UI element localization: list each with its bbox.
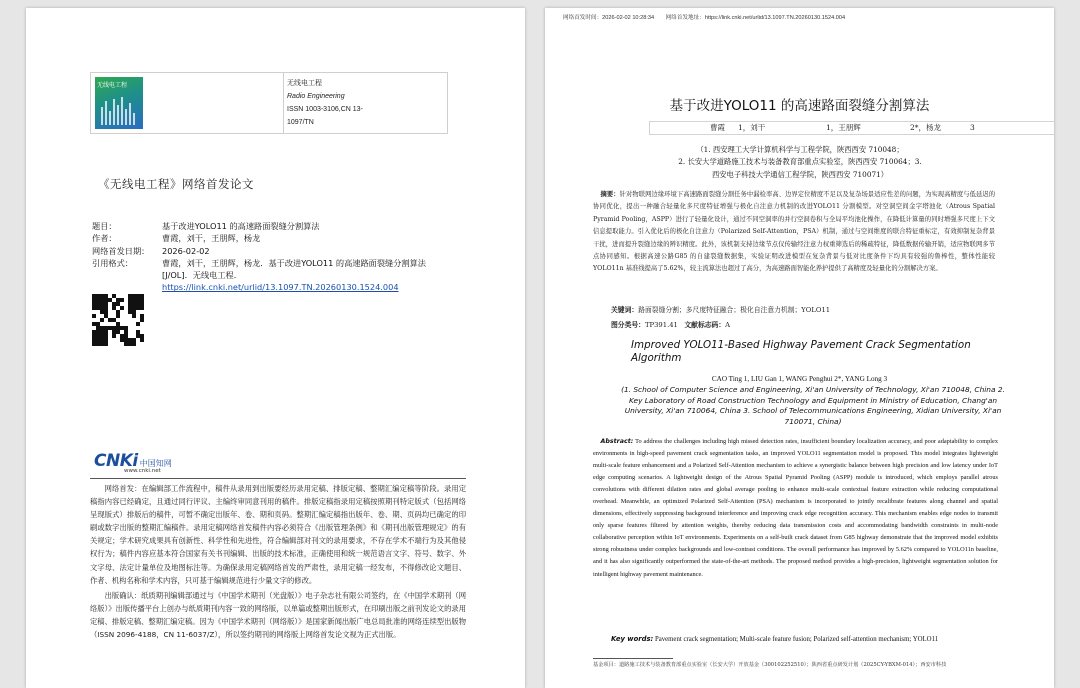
cite-value-line1: 曹霞，刘干，王朋辉，杨龙．基于改进YOLO11 的高速路面裂缝分割算法 xyxy=(162,257,426,268)
journal-info xyxy=(287,77,363,129)
keywords-en-label: Key words: xyxy=(611,635,654,643)
affiliation-line: （1. 西安理工大学计算机科学与工程学院，陕西西安 710048； xyxy=(696,145,904,154)
date-value: 2026-02-02 xyxy=(162,245,210,256)
cite-journal: [J/OL]．无线电工程． xyxy=(162,270,242,281)
author-value: 曹霞，刘干，王朋辉，杨龙 xyxy=(162,233,261,244)
notice-paragraph-2: 出版确认：纸质期刊编辑部通过与《中国学术期刊（光盘版）》电子杂志社有限公司签约，在《中国学术期刊（网络版）》出版传播平台上创办与纸质期刊内容一致的网络版，以单篇或整期出版形式，在印刷出版之前刊发论文的录用定稿、排版定稿、整期汇编定稿。因为《中国学术期刊（网络版）》是国家新闻出版广电总局批准的网络连续型出版物（ISSN 2096-4188，CN 11-6037/Z），所以签约期刊的网络版上网络首发论文视为正式出版。 xyxy=(90,590,466,640)
keywords-en xyxy=(611,635,938,643)
keywords-cn-label: 关键词： xyxy=(611,306,639,314)
classification-label: 图分类号： xyxy=(611,321,645,329)
document-code-label: 文献标志码： xyxy=(684,321,726,329)
author-1: 曹霞 xyxy=(710,123,725,132)
title-value: 基于改进YOLO11 的高速路面裂缝分割算法 xyxy=(162,221,320,231)
affiliations-cn xyxy=(635,144,965,181)
article-title: 基于改进YOLO11 的高速路面裂缝分割算法 xyxy=(669,98,930,114)
classification-number: TP391.41 xyxy=(644,321,678,329)
author-5: 3 xyxy=(970,123,975,132)
abstract-cn-text: 针对物联网边缘环境下高速路面裂缝分割任务中漏检率高、边界定位精度不足以及复杂场景适应性差的问题，为实现高精度与低延迟的协同优化，提出一种融合轻量化多尺度特征增强与极化自注意力机制的改进YOLO11 分割模型。对空洞空间金字塔池化（Atrous Spatial Pyramid Pooling，ASPP）进行了轻量化设计，通过不同空洞率的并行空洞卷积与全局平均池化操作，在降低计算量的同时增强多尺度上下文信息提取能力。引入优化后的极化自注意力（Polarized Self-Attention，PSA）机制，通过与空间维度的联合特征重标定，有效抑制复杂背景干扰，进而提升裂缝边缘的辨识精度。此外，该机制支持边缘节点仅传输经注意力权重筛选后的稀疏特征，降低数据传输开销，适应物联网多节点协同感知。根据高速公路G85 的自建裂缝数据集，实验证明改进模型在复杂背景与低对比度条件下均具有较强的鲁棒性，整体性能较YOLO11n 基准线提高了5.62%，较主流算法也超过了高分，为高速路面智能化养护提供了高精度及轻量化的分割解决方案。 xyxy=(593,191,996,273)
author-key: 作者： xyxy=(92,233,117,244)
abstract-en xyxy=(593,436,998,581)
title-key: 题目： xyxy=(92,221,117,231)
keywords-cn xyxy=(611,304,830,314)
abstract-cn xyxy=(593,189,995,276)
cnki-mark: CNKi xyxy=(94,451,138,471)
cover-title-text: 无线电工程 xyxy=(97,82,128,89)
cite-value-line2 xyxy=(162,269,462,294)
journal-issn: ISSN 1003-3106,CN 13- xyxy=(287,106,363,113)
journal-cn: 1097/TN xyxy=(287,119,314,126)
cover-page xyxy=(26,8,525,688)
page-header xyxy=(563,13,855,21)
keywords-cn-text: 路面裂缝分割；多尺度特征融合；极化自注意力机制；YOLO11 xyxy=(638,306,831,314)
qr-code xyxy=(92,294,144,346)
funding-footnote: 基金项目：道路施工技术与装备教育部重点实验室（长安大学）开放基金（300102252510）；陕西省重点研发计划（2025CY-YBXM-014）；西安市科技 xyxy=(593,662,947,668)
affiliation-line: 2. 长安大学道路施工技术与装备教育部重点实验室，陕西西安 710064；3. xyxy=(678,157,922,167)
cnki-url: www.cnki.net xyxy=(124,468,161,474)
affiliation-line: 西安电子科技大学通信工程学院，陕西西安 710071） xyxy=(711,169,889,179)
journal-info-box xyxy=(90,72,448,134)
journal-name-cn: 无线电工程 xyxy=(287,80,322,87)
author-2: 1，刘干 xyxy=(738,123,766,132)
keywords-en-text: Pavement crack segmentation; Multi-scale feature fusion; Polarized self-attention mechanism; YOLO11 xyxy=(654,636,939,643)
article-first-page xyxy=(545,8,1054,688)
first-publication-heading: 《无线电工程》网络首发论文 xyxy=(98,177,254,191)
paper-metadata xyxy=(92,220,462,294)
author-list xyxy=(649,121,1054,135)
authors-en: CAO Ting 1, LIU Gan 1, WANG Penghui 2*, YANG Long 3 xyxy=(711,375,888,383)
cite-key: 引用格式： xyxy=(92,257,133,268)
header-pub-url: 网络首发地址：https://link.cnki.net/urlid/13.1097.TN.20260130.1524.004 xyxy=(665,15,846,21)
author-3: 1，王朋辉 xyxy=(826,123,861,132)
cite-link[interactable]: https://link.cnki.net/urlid/13.1097.TN.20260130.1524.004 xyxy=(162,282,399,293)
cnki-cn-name: 中国知网 xyxy=(139,459,172,468)
date-key: 网络首发日期： xyxy=(92,245,150,256)
abstract-cn-label: 摘要： xyxy=(600,191,620,198)
article-title-en: Improved YOLO11-Based Highway Pavement Crack Segmentation Algorithm xyxy=(631,339,971,364)
footnote-divider xyxy=(593,658,673,659)
classification xyxy=(611,319,730,329)
notice-text xyxy=(90,482,466,643)
abstract-en-label: Abstract: xyxy=(600,438,634,445)
document-code: A xyxy=(725,321,731,329)
header-pub-time: 网络首发时间：2026-02-02 10:28:34 xyxy=(563,15,655,21)
affiliations-en: (1. School of Computer Science and Engineering, Xi'an University of Technology, Xi'an 710048, China 2. Key Laboratory of Road Construction Technology and Equipment in Ministry of Education, Chang'an University, Xi'an 710064, China 3. School of Telecommunications Engineering, Xidian University, Xi'an 710071, China) xyxy=(621,385,1005,426)
journal-name-en: Radio Engineering xyxy=(287,93,345,100)
cnki-logo xyxy=(94,451,172,475)
journal-cover-image xyxy=(95,77,143,129)
abstract-en-text: To address the challenges including high missed detection rates, insufficient boundary localization accuracy, and poor adaptability to complex environments in high-speed pavement crack segmentation tasks, an improved YOLO11 segmentation model is proposed. This model integrates lightweight multi-scale feature enhancement and a Polarized Self-Attention mechanism to achieve a synergistic balance between high precision and low latency under IoT edge computing scenarios. A lightweight design of the Atrous Spatial Pyramid Pooling (ASPP) module is introduced, which employs parallel atrous convolutions with different dilation rates and global average pooling to enhance multi-scale contextual feature extraction while reducing computational overhead. Meanwhile, an optimized Polarized Self-Attention (PSA) mechanism is incorporated to jointly recalibrate features along channel and spatial dimensions, effectively suppressing background interference and improving crack edge recognition accuracy. This mechanism enables edge nodes to transmit only sparse features filtered by attention weights, thereby reducing data transmission costs and accommodating bandwidth constraints in multi-node collaborative perception within IoT environments. Experiments on a self-built crack dataset from G85 highway demonstrate that the improved model exhibits strong robustness under complex backgrounds and low-contrast conditions. The overall performance has improved by 5.62% compared to YOLO11n baseline, and it has also significantly outperformed the state-of-the-art methods. The proposed method provides a high-precision, lightweight segmentation solution for intelligent highway pavement maintenance. xyxy=(593,438,999,578)
divider xyxy=(90,478,466,479)
author-4: 2*，杨龙 xyxy=(910,123,942,132)
notice-paragraph-1: 网络首发：在编辑部工作流程中，稿件从录用到出版要经历录用定稿、排版定稿、整期汇编定稿等阶段。录用定稿指内容已经确定，且通过同行评议、主编终审同意刊用的稿件。排版定稿指录用定稿按照期刊特定版式（包括网络呈现版式）排版后的稿件，可暂不确定出版年、卷、期和页码。整期汇编定稿指出版年、卷、期、页码均已确定的印刷或数字出版的整期汇编稿件。录用定稿网络首发稿件内容必须符合《出版管理条例》和《期刊出版管理规定》的有关规定；学术研究成果具有创新性、科学性和先进性，符合编辑部对刊文的录用要求，不存在学术不端行为及其他侵权行为；稿件内容应基本符合国家有关书刊编辑、出版的技术标准，正确使用和统一规范语言文字、符号、数字、外文字母、法定计量单位及地图标注等。为确保录用定稿网络首发的严肃性，录用定稿一经发布，不得修改论文题目、作者、机构名称和学术内容，只可基于编辑规范进行少量文字的修改。 xyxy=(90,484,466,585)
